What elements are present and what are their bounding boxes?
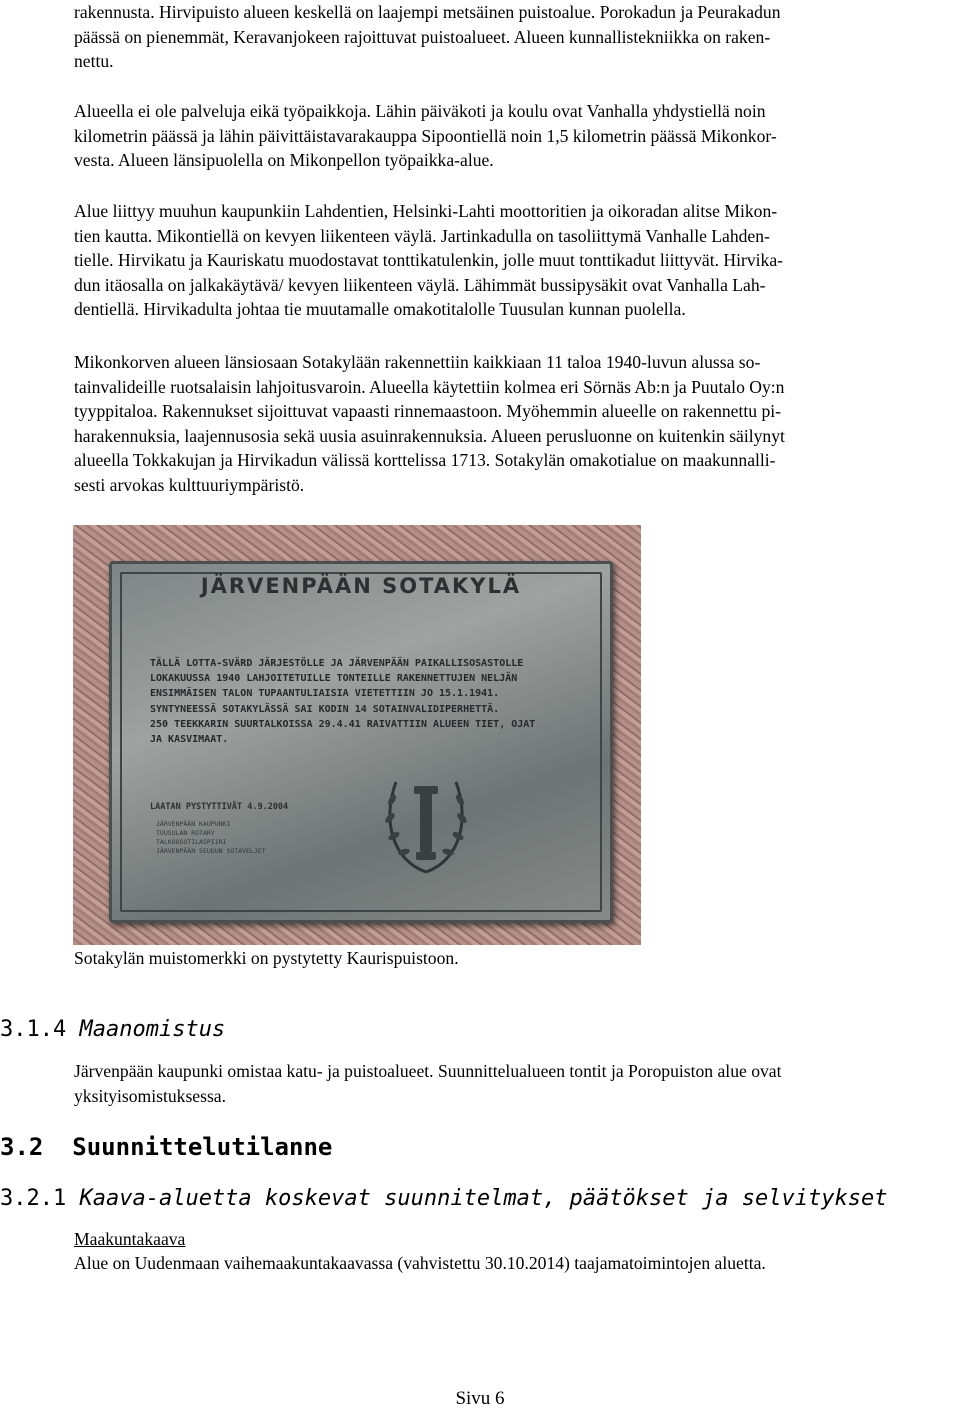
plaque-title: JÄRVENPÄÄN SOTAKYLÄ <box>200 574 522 598</box>
page-number: Sivu 6 <box>455 1388 505 1409</box>
plaque-line: SYNTYNEESSÄ SOTAKYLÄSSÄ SAI KODIN 14 SOTAINVALIDIPERHETTÄ. <box>150 703 500 715</box>
paragraph-green-areas <box>74 0 958 74</box>
paragraph-maanomistus <box>74 1059 958 1108</box>
section-number: 3.2 <box>0 1133 44 1161</box>
text-line: kilometrin päässä ja lähin päivittäistavarakauppa Sipoontiellä noin 1,5 kilometrin päässä Mikonkor- <box>74 125 777 146</box>
paragraph-history <box>74 350 958 498</box>
text-line: harakennuksia, laajennusosia sekä uusia asuinrakennuksia. Alueen perusluonne on kuitenkin säilynyt <box>74 425 785 446</box>
text-line: dun itäosalla on jalkakäytävä/ kevyen liikenteen väylä. Lähimmät bussipysäkit ovat Vanhalla Lah- <box>74 274 766 295</box>
plaque-donor: JÄRVENPÄÄN KAUPUNKI <box>156 820 231 828</box>
paragraph-services <box>74 99 958 173</box>
section-number: 3.2.1 <box>0 1186 67 1211</box>
text-line: alueella Tokkakujan ja Hirvikadun välissä korttelissa 1713. Sotakylän omakotialue on maakunnalli- <box>74 450 776 471</box>
paragraph-maakuntakaava <box>74 1251 958 1276</box>
text-line: sesti arvokas kulttuuriympäristö. <box>74 474 305 495</box>
plaque-donor: JÄRVENPÄÄN SEUDUN SOTAVELJET <box>156 847 266 855</box>
text-line: vesta. Alueen länsipuolella on Mikonpellon työpaikka-alue. <box>74 150 494 171</box>
text-line: nettu. <box>74 51 114 72</box>
section-heading-kaava <box>0 1186 887 1211</box>
section-number: 3.1.4 <box>0 1017 67 1042</box>
text-line: Järvenpään kaupunki omistaa katu- ja puistoalueet. Suunnittelualueen tontit ja Poropuiston alue ovat <box>74 1061 782 1081</box>
section-title: Suunnittelutilanne <box>72 1133 333 1161</box>
text-line: tielle. Hirvikatu ja Kauriskatu muodostavat tonttikatulenkin, jolle muut tonttikadut liittyvät. Hirvika- <box>74 250 783 271</box>
paragraph-traffic <box>74 199 958 322</box>
photo-caption: Sotakylän muistomerkki on pystytetty Kaurispuistoon. <box>74 948 459 968</box>
text-line: Alue on Uudenmaan vaihemaakuntakaavassa (vahvistettu 30.10.2014) taajamatoimintojen aluetta. <box>74 1253 766 1273</box>
plaque-date: LAATAN PYSTYTTIVÄT 4.9.2004 <box>150 802 289 812</box>
laurel-emblem-icon <box>374 760 478 884</box>
text-line: tien kautta. Mikontiellä on kevyen liikenteen väylä. Jartinkadulla on tasoliittymä Vanhalle Lahden- <box>74 225 770 246</box>
text-line: tainvalideille ruotsalaisin lahjoitusvaroin. Alueella käytettiin kolmea eri Sörnäs Ab:n ja Puutalo Oy:n <box>74 376 785 397</box>
plaque-line: JA KASVIMAAT. <box>150 734 229 746</box>
text-line: Mikonkorven alueen länsiosaan Sotakylään rakennettiin kaikkiaan 11 taloa 1940-luvun alussa so- <box>74 352 761 372</box>
text-line: yksityisomistuksessa. <box>74 1085 227 1106</box>
text-line: dentiellä. Hirvikadulta johtaa tie muutamalle omakotitalolle Tuusulan kunnan puolella. <box>74 299 686 320</box>
text-line: päässä on pienemmät, Keravanjokeen rajoittuvat puistoalueet. Alueen kunnallistekniikka on raken- <box>74 26 771 47</box>
plaque-text <box>150 656 570 747</box>
plaque-line: 250 TEEKKARIN SUURTALKOISSA 29.4.41 RAIVATTIIN ALUEEN TIET, OJAT <box>150 718 536 730</box>
section-heading-suunnittelutilanne <box>0 1133 332 1161</box>
text-line: rakennusta. Hirvipuisto alueen keskellä on laajempi metsäinen puistoalue. Porokadun ja Peurakadun <box>74 2 781 22</box>
memorial-photo <box>73 525 641 945</box>
text-line: Alue liittyy muuhun kaupunkiin Lahdentien, Helsinki-Lahti moottoritien ja oikoradan alitse Mikon- <box>74 201 778 221</box>
memorial-plaque <box>109 561 613 923</box>
maakuntakaava-label: Maakuntakaava <box>74 1229 186 1249</box>
plaque-line: ENSIMMÄISEN TALON TUPAANTULIAISIA VIETETTIIN JO 15.1.1941. <box>150 688 500 700</box>
plaque-line: TÄLLÄ LOTTA-SVÄRD JÄRJESTÖLLE JA JÄRVENPÄÄN PAIKALLISOSASTOLLE <box>150 658 524 669</box>
plaque-line: LOKAKUUSSA 1940 LAHJOITETUILLE TONTEILLE RAKENNETTUJEN NELJÄN <box>150 673 518 685</box>
text-line: tyyppitaloa. Rakennukset sijoittuvat vapaasti rinnemaastoon. Myöhemmin alueelle on rakennettu pi- <box>74 401 781 422</box>
plaque-donor: TALKOOSOTILASPIIRI <box>156 838 227 846</box>
section-title: Maanomistus <box>79 1017 226 1042</box>
text-line: Alueella ei ole palveluja eikä työpaikkoja. Lähin päiväkoti ja koulu ovat Vanhalla yhdystiellä noin <box>74 101 766 121</box>
section-title: Kaava-aluetta koskevat suunnitelmat, päätökset ja selvitykset <box>79 1186 888 1211</box>
plaque-donors <box>156 820 266 856</box>
plaque-donor: TUUSULAN ROTARY <box>156 829 215 837</box>
section-heading-maanomistus <box>0 1017 225 1042</box>
